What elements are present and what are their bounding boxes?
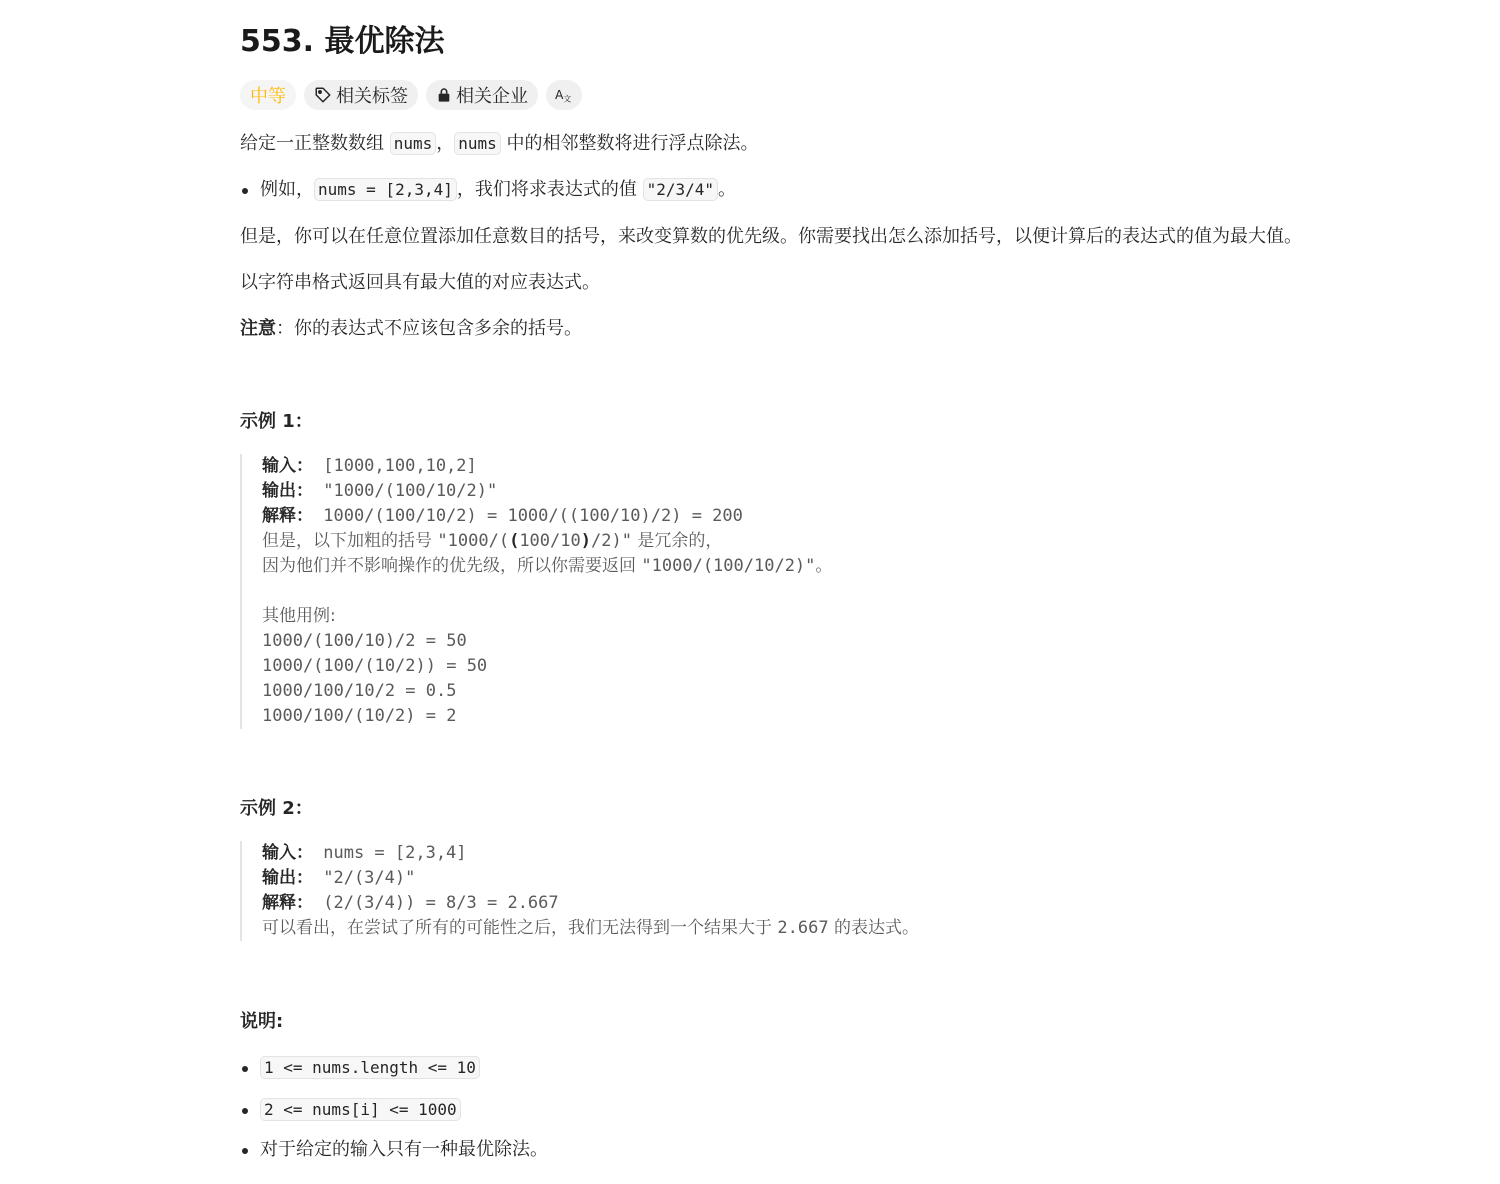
explain-text: 。	[815, 556, 833, 576]
svg-text:文: 文	[563, 93, 572, 104]
constraint-code: 1 <= nums.length <= 10	[260, 1056, 480, 1079]
explain-text: 的表达式。	[828, 918, 919, 938]
constraint-text: 对于给定的输入只有一种最优除法。	[260, 1139, 548, 1160]
example-explain-row	[262, 504, 832, 529]
note-paragraph	[240, 315, 582, 343]
output-value: "2/(3/4)"	[313, 868, 416, 888]
desc-text: 例如，	[260, 179, 314, 200]
related-tags-label: 相关标签	[336, 86, 408, 107]
explain-value: (2/(3/4)) = 8/3 = 2.667	[313, 893, 559, 913]
desc-paragraph-3: 以字符串格式返回具有最大值的对应表达式。	[240, 272, 600, 293]
explain-label: 解释：	[262, 506, 313, 526]
example-explain-line	[262, 916, 919, 941]
example-explain-row	[262, 891, 919, 916]
desc-paragraph-2: 但是，你可以在任意位置添加任意数目的括号，来改变算数的优先级。你需要找出怎么添加括号，以便计算后的表达式的值为最大值。	[240, 226, 1302, 247]
other-cases-label: 其他用例:	[262, 606, 336, 626]
blank-line	[262, 579, 832, 604]
constraint-code: 2 <= nums[i] <= 1000	[260, 1098, 461, 1121]
input-label: 输入：	[262, 456, 313, 476]
translate-icon	[554, 86, 574, 104]
desc-text: ，	[436, 133, 455, 154]
explain-label: 解释：	[262, 893, 313, 913]
inline-code: nums = [2,3,4]	[314, 178, 457, 201]
explain-code: "1000/(	[437, 531, 510, 551]
desc-text: 中的相邻整数将进行浮点除法。	[500, 133, 759, 154]
example-explain-line	[262, 554, 832, 579]
constraints-list	[240, 1054, 548, 1164]
related-companies-button[interactable]	[426, 80, 538, 110]
example-1-heading: 示例 1：	[240, 411, 313, 432]
explain-code: 2.667	[777, 918, 829, 938]
output-label: 输出：	[262, 481, 313, 501]
constraints-heading: 说明:	[240, 1011, 284, 1032]
example-explain-line	[262, 529, 832, 554]
note-text: ：你的表达式不应该包含多余的括号。	[276, 318, 582, 339]
explain-text: 因为他们并不影响操作的优先级，所以你需要返回	[262, 556, 642, 576]
difficulty-badge[interactable]: 中等	[240, 80, 296, 110]
list-item	[240, 176, 736, 204]
explain-code: /2)"	[590, 531, 632, 551]
page-title: 553. 最优除法	[240, 24, 445, 59]
explain-text: 但是，以下加粗的括号	[262, 531, 438, 551]
list-item	[240, 1136, 548, 1164]
desc-text: 。	[718, 179, 737, 200]
translate-button[interactable]	[546, 80, 582, 110]
input-value: nums = [2,3,4]	[313, 843, 467, 863]
example-1-block	[240, 454, 832, 729]
example-2-block	[240, 841, 919, 941]
output-label: 输出：	[262, 868, 313, 888]
lock-icon	[436, 87, 452, 103]
explain-text: 可以看出，在尝试了所有的可能性之后，我们无法得到一个结果大于	[262, 918, 778, 938]
explain-text: 是冗余的，	[631, 531, 723, 551]
input-value: [1000,100,10,2]	[313, 456, 477, 476]
list-item	[240, 1096, 548, 1124]
example-output-row	[262, 866, 919, 891]
desc-text: 给定一正整数数组	[240, 133, 390, 154]
example-input-row	[262, 454, 832, 479]
note-label: 注意	[240, 318, 276, 339]
other-case: 1000/(100/10)/2 = 50	[262, 631, 467, 651]
tag-bar	[240, 80, 1280, 110]
other-case: 1000/(100/(10/2)) = 50	[262, 656, 488, 676]
other-case: 1000/100/10/2 = 0.5	[262, 681, 457, 701]
example-2-heading: 示例 2：	[240, 798, 313, 819]
list-item	[240, 1054, 548, 1082]
inline-code: nums	[454, 132, 501, 155]
output-value: "1000/(100/10/2)"	[313, 481, 498, 501]
bold-paren: (	[509, 531, 520, 551]
example-output-row	[262, 479, 832, 504]
bold-paren: )	[580, 531, 591, 551]
explain-code: "1000/(100/10/2)"	[641, 556, 816, 576]
example-input-row	[262, 841, 919, 866]
inline-code: nums	[390, 132, 437, 155]
desc-bullet-list	[240, 176, 736, 204]
input-label: 输入：	[262, 843, 313, 863]
other-case: 1000/100/(10/2) = 2	[262, 706, 457, 726]
tag-icon	[314, 86, 332, 104]
related-tags-button[interactable]	[304, 80, 418, 110]
related-companies-label: 相关企业	[456, 86, 528, 107]
explain-code: 100/10	[519, 531, 581, 551]
inline-code: "2/3/4"	[643, 178, 718, 201]
svg-text:A: A	[555, 88, 564, 103]
problem-description	[240, 20, 1302, 1160]
desc-paragraph-1	[240, 130, 759, 158]
explain-value: 1000/(100/10/2) = 1000/((100/10)/2) = 200	[313, 506, 743, 526]
desc-text: ，我们将求表达式的值	[456, 179, 643, 200]
